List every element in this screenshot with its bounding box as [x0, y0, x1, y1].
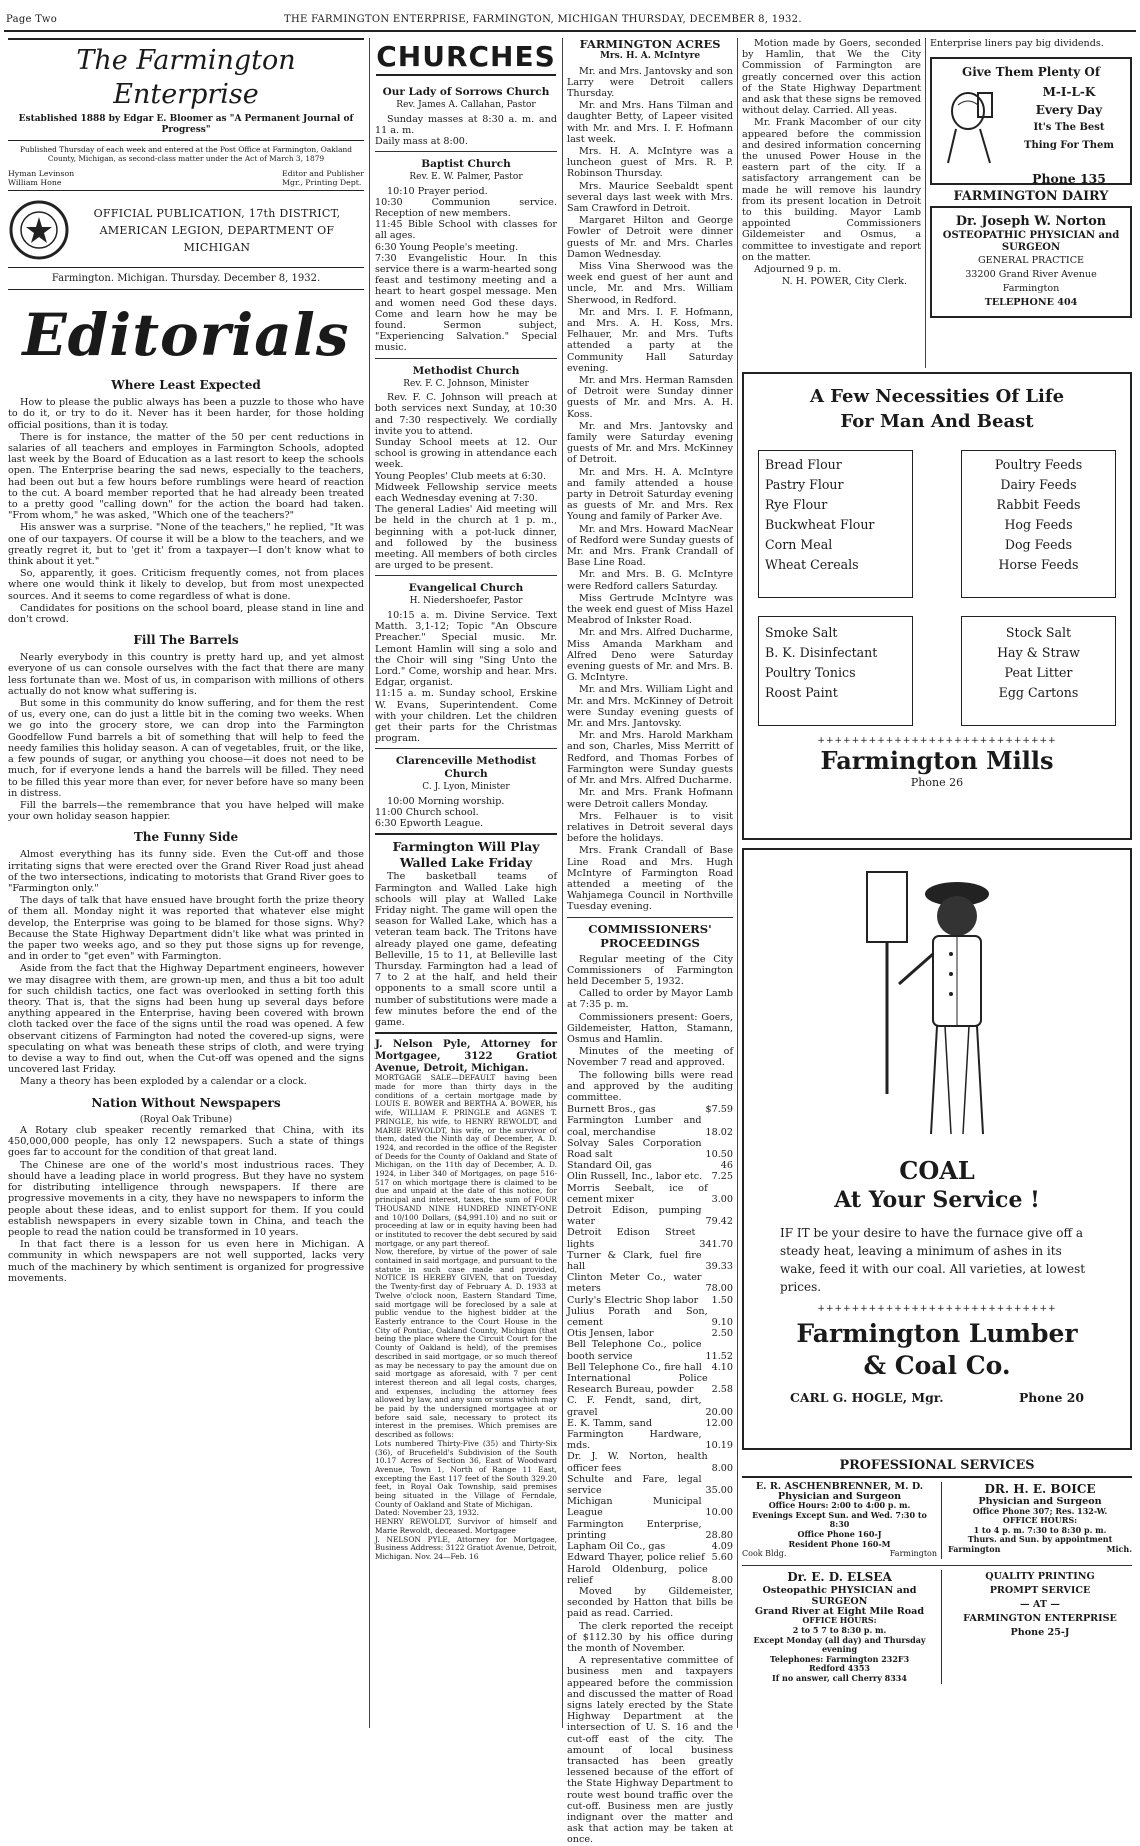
bill-row [567, 1295, 733, 1306]
bill-amount: 18.02 [705, 1126, 733, 1138]
bill-row [567, 1227, 733, 1249]
acres-byline: Mrs. H. A. McIntyre [599, 51, 701, 61]
bill-row [567, 1328, 733, 1339]
bill-row [567, 1395, 733, 1417]
bill-row [567, 1138, 733, 1160]
church-name: Clarenceville Methodist Church [395, 755, 537, 781]
bill-payee: Turner & Clark, fuel fire hall [567, 1249, 702, 1273]
church-pastor: Rev. F. C. Johnson, Minister [403, 378, 529, 389]
dairy-line: Every Day [1035, 103, 1103, 117]
masthead-established: Established 1888 by Edgar E. Bloomer as "A Permanent Journal of Progress" [18, 114, 354, 135]
bill-payee: Farmington Hardware, mds. [567, 1429, 702, 1452]
bill-payee: Burnett Bros., gas [567, 1104, 656, 1116]
liners-notice: Enterprise liners pay big dividends. [930, 38, 1104, 49]
church-schedule: Rev. F. C. Johnson will preach at both services next Sunday, at 10:30 and 7:30 respectively. We cordially invite you to attend. Sunday School meets at 12. Our school is growing in attendance each week. Young Peoples' Club meets at 6:30. Midweek Fellowship service meets each Wednesday evening at 7:30. The general Ladies' Aid meeting will be held in the church at 1 p. m., beginning with a pot-luck dinner, and followed by the business meeting. All members of both circles are urged to be present. [375, 392, 557, 572]
dairy-phone: Phone 135 [1032, 171, 1106, 186]
bill-amount: 39.33 [705, 1261, 733, 1273]
printing-line: — AT — [1020, 1598, 1060, 1610]
editorial-paragraph: But some in this community do know suffering, and for them the rest of us, every one, can do just a little bit in the coming two weeks. When we go into the grocery store, we can drop into the Farmington Goodfellow Fund barrels a bit of something that will help to feed the needy families this holiday season. A can of vegetables, fruit, or the like, a few pounds of sugar, or anything you choose—it does not need to be much, for if everyone lends a hand the barrels will be filled. They need to be filled this year more than ever, for never before have so many been in distress. [8, 698, 364, 799]
decorative-divider: ++++++++++++++++++++++++++++ [817, 1304, 1057, 1314]
commissioners-paragraph: Motion made by Goers, seconded by Hamlin, that We the City Commission of Farmington are greatly concerned over this action of the State Highway Department and ask that these signs be removed without delay. Carried. All yeas. [742, 38, 921, 117]
aschenbrenner-name: E. R. ASCHENBRENNER, M. D. [755, 1481, 924, 1492]
dateline: Farmington. Michigan. Thursday. December 8, 1932. [8, 268, 364, 290]
bill-amount: 11.52 [705, 1350, 733, 1362]
aschenbrenner-city: Farmington [889, 1549, 937, 1559]
bill-payee: Otis Jensen, labor [567, 1328, 654, 1340]
bill-amount: 12.00 [705, 1417, 733, 1429]
commissioners-proceedings-start [567, 1586, 733, 1846]
bill-row [567, 1250, 733, 1272]
mills-product: Poultry Feeds [994, 457, 1083, 472]
bill-amount: 10.19 [705, 1440, 733, 1452]
norton-title: OSTEOPATHIC PHYSICIAN and SURGEON [942, 230, 1120, 254]
mills-feed-list [961, 450, 1116, 598]
bills-list [567, 1104, 733, 1586]
bill-payee: Solvay Sales Corporation Road salt [567, 1137, 702, 1160]
acres-news-item: Mr. and Mrs. Jantovsky and son Larry were Detroit callers Thursday. [567, 65, 733, 99]
church-schedule: Sunday masses at 8:30 a. m. and 11 a. m. Daily mass at 8:00. [375, 113, 557, 147]
norton-name: Dr. Joseph W. Norton [955, 214, 1107, 230]
mills-product: Peat Litter [1004, 665, 1073, 680]
boice-title: Physician and Surgeon [978, 1496, 1102, 1507]
bill-row [567, 1474, 733, 1496]
editorials-banner: Editorials [22, 301, 350, 370]
mills-title-1: A Few Necessities Of Life [809, 386, 1065, 407]
church-name: Our Lady of Sorrows Church [382, 86, 550, 98]
bill-payee: Schulte and Fare, legal service [567, 1473, 702, 1497]
boice-card [942, 1482, 1132, 1559]
commissioners-continued [742, 38, 921, 368]
clerk-signature: N. H. POWER, City Clerk. [781, 276, 907, 288]
bill-payee: E. K. Tamm, sand [567, 1417, 652, 1429]
commissioners-paragraph: A representative committee of business men and taxpayers appeared before the commission and discussed the matter of Road signs lately erected by the State Highway Department at the intersection of U. S. 16 and the cut-off east of the city. The amount of local business transacted has been greatly lessened because of the effort of the State Highway Department to route west bound traffic over the cut-off. Business men are justly indignant over the matter and ask that action may be taken at once. [567, 1655, 733, 1846]
acres-news-item: Margaret Hilton and George Fowler of Detroit were dinner guests of Mr. and Mrs. Charles Damon Wednesday. [567, 215, 733, 260]
commissioners-proceedings-cont [742, 38, 921, 275]
commissioners-paragraph: The clerk reported the receipt of $112.30 by his office during the month of November. [567, 1620, 733, 1654]
coal-manager: CARL G. HOGLE, Mgr. [790, 1390, 944, 1405]
bill-payee: Morris Seebalt, ice of cement mixer [567, 1182, 708, 1205]
bill-payee: Farmington Lumber and coal, merchandise [567, 1115, 702, 1138]
professional-services [742, 1458, 1132, 1730]
bill-payee: Julius Porath and Son, cement [567, 1305, 708, 1329]
editorial-headline: The Funny Side [133, 830, 239, 845]
page-header [4, 8, 1136, 32]
editorial-paragraph: So, apparently, it goes. Criticism frequently comes, not from places where one would think it likely to develop, but from most unexpected sources. And it seems to come regardless of what is done. [8, 568, 364, 602]
churches-column [375, 38, 557, 1730]
bill-row [567, 1272, 733, 1294]
bill-row [567, 1339, 733, 1361]
church-name: Evangelical Church [408, 582, 524, 595]
editorial-paragraph: Fill the barrels—the remembrance that you have helped will make your own holiday season happier. [8, 799, 364, 823]
mills-product: Roost Paint [765, 685, 838, 700]
acres-news [567, 66, 733, 913]
mills-product: Egg Cartons [998, 685, 1079, 700]
services-title: PROFESSIONAL SERVICES [742, 1458, 1132, 1478]
bill-payee: International Police Research Bureau, powder [567, 1373, 708, 1396]
masthead-staff-titles: Editor and Publisher Mgr., Printing Dept. [282, 169, 364, 187]
boice-name: DR. H. E. BOICE [984, 1482, 1096, 1496]
bill-payee: C. F. Fendt, sand, dirt, gravel [567, 1395, 702, 1418]
printing-line: PROMPT SERVICE [989, 1584, 1091, 1596]
bill-row [567, 1160, 733, 1171]
editorial-paragraph: The Chinese are one of the world's most industrious races. They should have a leading place in world progress. But they have no system for distributing intelligence through newspapers. If there are progressive movements in a city, they have no newspapers to inform the people about these ideas, and to enlist support for them. If you could establish newspapers in every sizable town in China, and teach the people to read the nation could be transformed in 10 years. [8, 1159, 364, 1238]
mills-product: Dog Feeds [1004, 537, 1073, 552]
elsea-card [742, 1570, 942, 1684]
editorial-paragraph: How to please the public always has been a puzzle to those who have to do it, or try to do it. Never has it been harder, for those holding official positions, than it is today. [8, 397, 364, 431]
church-schedule: 10:10 Prayer period. 10:30 Communion service. Reception of new members. 11:45 Bible School with classes for all ages. 6:30 Young People's meeting. 7:30 Evangelistic Hour. In this service there is a warm-hearted song feast and testimony meeting and a heart to heart gospel message. Men and women need God these days. Come and learn how he may be found. Sermon subject, "Experiencing Salvation." Special music. [375, 185, 557, 354]
coal-company-name-2: & Coal Co. [863, 1351, 1011, 1380]
commissioners-paragraph: Adjourned 9 p. m. [754, 264, 842, 276]
bill-amount: 5.60 [711, 1552, 733, 1564]
column-rule [925, 38, 926, 368]
page-number: Page Two [6, 14, 58, 25]
editorial-paragraph: His answer was a surprise. "None of the teachers," he replied, "It was one of our taxpayers. Of course it will be a blow to the teachers, and we greatly regret it, but to 'get it' from a taxpayer—I don't know what to think about it yet." [8, 522, 364, 568]
mills-product: B. K. Disinfectant [765, 645, 878, 660]
commissioners-paragraph: The following bills were read and approved by the auditing committee. [567, 1069, 733, 1103]
bill-payee: Standard Oil, gas [567, 1160, 652, 1172]
editorial-paragraph: A Rotary club speaker recently remarked that China, with its 450,000,000 people, has only 12 newspapers. Such a state of things goes far to account for the condition of that great land. [8, 1125, 364, 1159]
bill-payee: Lapham Oil Co., gas [567, 1541, 666, 1553]
acres-headline: FARMINGTON ACRES [579, 37, 721, 51]
bill-payee: Bell Telephone Co., police booth service [567, 1339, 702, 1362]
editorial-headline: Where Least Expected [111, 378, 261, 393]
page-header-title: THE FARMINGTON ENTERPRISE, FARMINGTON, MICHIGAN THURSDAY, DECEMBER 8, 1932. [284, 14, 802, 25]
church-name: Baptist Church [421, 158, 511, 171]
aschenbrenner-title: Physician and Surgeon [777, 1490, 902, 1502]
bill-amount: 8.00 [711, 1462, 733, 1474]
commissioners-paragraph: Minutes of the meeting of November 7 read and approved. [567, 1046, 733, 1069]
bill-amount: 1.50 [711, 1294, 733, 1306]
acres-news-item: Mr. and Mrs. H. A. McIntyre and family attended a house party in Detroit Saturday evening as guests of Mr. and Mrs. Rex Young and family of Parker Ave. [567, 466, 733, 523]
bill-payee: Detroit Edison Street lights [567, 1227, 696, 1250]
bill-amount: 3.00 [711, 1193, 733, 1205]
dairy-line: Thing For Them [1024, 140, 1114, 151]
editorial-paragraph: In that fact there is a lesson for us even here in Michigan. A community in which newspapers are not well supported, lacks very much of the machinery by which sentiment is organized for progressive movements. [8, 1239, 364, 1284]
mills-product: Corn Meal [765, 537, 833, 552]
bill-amount: $7.59 [705, 1104, 733, 1116]
church-listings [375, 86, 557, 829]
masthead [8, 38, 364, 141]
decorative-divider: ++++++++++++++++++++++++++++ [817, 736, 1057, 746]
dairy-line: It's The Best [1033, 122, 1105, 133]
commissioners-paragraph: Moved by Gildemeister, seconded by Hatton that bills be paid as read. Carried. [567, 1585, 733, 1620]
mills-name: Farmington Mills [820, 746, 1054, 775]
milk-drinker-illustration-icon [938, 83, 1006, 167]
acres-news-item: Mr. and Mrs. Howard MacNear of Redford were Sunday guests of Mr. and Mrs. Frank Crandall of Base Line Road. [567, 523, 733, 569]
bill-payee: Dr. J. W. Norton, health officer fees [567, 1451, 708, 1474]
commissioners-headline: COMMISSIONERS' PROCEEDINGS [588, 921, 712, 950]
bill-amount: 7.25 [711, 1171, 733, 1183]
bill-amount: 78.00 [705, 1283, 733, 1295]
bill-row [567, 1451, 733, 1473]
bill-row [567, 1115, 733, 1137]
mills-product: Smoke Salt [765, 625, 838, 640]
coal-phone: Phone 20 [1018, 1390, 1084, 1405]
editorial-byline: (Royal Oak Tribune) [139, 1114, 233, 1125]
commissioners-intro [567, 954, 733, 1104]
ads-column [930, 38, 1132, 368]
acres-news-item: Miss Gertrude McIntyre was the week end guest of Miss Hazel Meabrod of Inkster Road. [567, 592, 733, 627]
acres-news-item: Mr. and Mrs. Herman Ramsden of Detroit were Sunday dinner guests of Mr. and Mrs. A. H. Koss. [567, 374, 733, 420]
aschenbrenner-hours: Office Hours: 2:00 to 4:00 p. m. Evenings Except Sun. and Wed. 7:30 to 8:30 Office Phone 160-J Resident Phone 160-M [752, 1500, 927, 1549]
bill-payee: Clinton Meter Co., water meters [567, 1272, 702, 1295]
acres-news-item: Mr. and Mrs. I. F. Hofmann, and Mrs. A. H. Koss, Mrs. Felhauer, Mr. and Mrs. Tufts attended a party at the Community Hall Saturday evening. [567, 306, 733, 374]
mills-title-2: For Man And Beast [840, 411, 1034, 432]
bill-row [567, 1362, 733, 1373]
column-rule [369, 38, 370, 1728]
elsea-name: Dr. E. D. ELSEA [787, 1569, 892, 1584]
norton-address: 33200 Grand River Avenue [965, 269, 1097, 281]
norton-telephone: TELEPHONE 404 [984, 297, 1078, 309]
commissioners-paragraph: Regular meeting of the City Commissioners of Farmington held December 5, 1932. [567, 953, 733, 987]
commissioners-paragraph: Called to order by Mayor Lamb at 7:35 p. m. [567, 988, 733, 1011]
coal-man-illustration-icon [847, 864, 1027, 1144]
acres-news-item: Mrs. H. A. McIntyre was a luncheon guest of Mrs. R. P. Robinson Thursday. [567, 145, 733, 180]
printing-line: FARMINGTON ENTERPRISE [963, 1612, 1117, 1624]
editorial-paragraph: Aside from the fact that the Highway Department engineers, however we may disagree with them, are grown-up men, and thus a bit too adult for such childish tactics, one fact was overlooked in setting forth this theory. That is, that the signs had been hung up several days before anything appeared in the Enterprise, having been covered with brown cloth tacked over the face of the signs until the road was opened. A few observant citizens of Farmington had noted the covered-up signs, were speculating on what was beneath these strips of cloth, and were trying to devise a way to find out, when the Cut-off was opened and the signs uncovered last Friday. [8, 963, 364, 1076]
mills-product: Poultry Tonics [765, 665, 856, 680]
bill-row [567, 1205, 733, 1227]
elsea-address: Grand River at Eight Mile Road [754, 1605, 925, 1617]
bill-amount: 79.42 [705, 1216, 733, 1228]
acres-news-item: Mr. and Mrs. Hans Tilman and daughter Betty, of Lapeer visited with Mr. and Mrs. I. F. Hofmann last week. [567, 100, 733, 145]
church-schedule: 10:00 Morning worship. 11:00 Church school. 6:30 Epworth League. [375, 795, 505, 830]
bill-row [567, 1183, 733, 1205]
mills-product: Wheat Cereals [765, 557, 859, 572]
acres-news-item: Miss Vina Sherwood was the week end guest of her aunt and uncle, Mr. and Mrs. William Sherwood, in Redford. [567, 260, 733, 306]
bill-amount: 4.09 [711, 1541, 733, 1553]
dairy-line: M-I-L-K [1042, 85, 1096, 99]
mills-product: Rye Flour [765, 497, 828, 512]
bill-row [567, 1373, 733, 1395]
mills-phone: Phone 26 [910, 776, 964, 789]
acres-news-item: Mr. and Mrs. Jantovsky and family were Saturday evening guests of Mr. and Mrs. McKinney of Detroit. [567, 420, 733, 466]
bill-row [567, 1171, 733, 1182]
bill-payee: Farmington Enterprise, printing [567, 1518, 702, 1541]
editorial-paragraph: The days of talk that have ensued have brought forth the prize theory of them all. Monday night it was reported that whatever else might develop, the Enterprise was going to be blamed for those signs. Why? Because the State Highway Department didn't like what was printed in the paper two weeks ago, and so they put those signs up for revenge, and in order to "get even" with Farmington. [8, 895, 364, 963]
church-pastor: H. Niedershoefer, Pastor [409, 596, 523, 607]
aschenbrenner-building: Cook Bldg. [742, 1549, 787, 1559]
church-schedule: 10:15 a. m. Divine Service. Text Matth. 3,1-12; Topic "An Obscure Preacher." Special music. Mr. Lemont Hamlin will sing a solo and the Choir will sing "Sing Unto the Lord." Come, worship and hear. Mrs. Edgar, organist. 11:15 a. m. Sunday school, Erskine W. Evans, Superintendent. Come with your children. Let the children get their parts for the Christmas program. [375, 609, 557, 745]
mills-flour-list [758, 450, 913, 598]
mills-product: Hog Feeds [1004, 517, 1073, 532]
farmington-mills-ad [742, 372, 1132, 840]
bill-amount: 10.00 [705, 1507, 733, 1519]
editorial-headline: Fill The Barrels [133, 633, 239, 648]
coal-title: COAL [899, 1156, 975, 1185]
bill-amount: 35.00 [705, 1485, 733, 1497]
mills-product: Hay & Straw [997, 645, 1080, 660]
mills-product: Dairy Feeds [1000, 477, 1077, 492]
bill-row [567, 1519, 733, 1541]
masthead-title: The Farmington Enterprise [76, 45, 296, 110]
churches-banner: CHURCHES [376, 40, 556, 76]
church-name: Methodist Church [412, 364, 520, 377]
coal-tagline: At Your Service ! [834, 1187, 1040, 1213]
mills-stock-list [961, 616, 1116, 726]
editorial-paragraph: Many a theory has been exploded by a calendar or a clock. [20, 1076, 307, 1088]
dairy-ad [930, 57, 1132, 185]
masthead-staff-names: Hyman Levinson William Hone [8, 169, 75, 187]
mills-supplies-list [758, 616, 913, 726]
bill-amount: 46 [720, 1160, 733, 1172]
bill-amount: 28.80 [705, 1529, 733, 1541]
bill-payee: Bell Telephone Co., fire hall [567, 1361, 702, 1373]
sports-headline: Farmington Will Play Walled Lake Friday [392, 839, 540, 871]
editorial-paragraph: There is for instance, the matter of the 50 per cent reductions in salaries of all teachers and employes in Farmington Schools, adopted last week by the Board of Education as a last resort to keep the schools open. The Enterprise bearing the sad news, especially to the teachers, had been out but a few hours before rumblings were heard of reaction to the cut. A board member reported that he had already been treated to a pretty good "calling down" for the action the board had taken. "From whom," he was asked, "Which one of the teachers?" [8, 431, 364, 522]
acres-news-item: Mrs. Maurice Seebaldt spent several days last week with Mrs. Sam Crawford in Detroit. [567, 180, 733, 214]
acres-news-item: Mr. and Mrs. William Light and Mr. and Mrs. McKinney of Detroit were Sunday evening guests of Mr. and Mrs. Jantovsky. [567, 684, 733, 730]
bill-row [567, 1552, 733, 1563]
boice-hours: Office Phone 307; Res. 132-W. OFFICE HOURS: 1 to 4 p. m. 7:30 to 8:30 p. m. Thurs. and Sun. by appointment [967, 1505, 1113, 1545]
aschenbrenner-card [742, 1482, 942, 1559]
bill-amount: 20.00 [705, 1406, 733, 1418]
dairy-name: FARMINGTON DAIRY [953, 189, 1109, 204]
acres-news-item: Mr. and Mrs. Alfred Ducharme, Miss Amanda Markham and Alfred Deno were Saturday evening guests of Mr. and Mrs. B. G. McIntyre. [567, 627, 733, 684]
coal-body: IF IT be your desire to have the furnace give off a steady heat, leaving a minimum of ashes in its wake, feed it with our coal. All varieties, at lowest prices. [780, 1226, 1086, 1294]
commissioners-paragraph: Mr. Frank Macomber of our city appeared before the commission and desired information concerning the unused Power House in the eastern part of the city. If a satisfactory arrangement can be made he will remove his laundry from its present location in Detroit to this building. Mayor Lamb appointed Commissioners Gildemeister and Osmus, a committee to investigate and report on the matter. [742, 117, 921, 263]
column-rule [737, 38, 738, 1728]
church-pastor: Rev. James A. Callahan, Pastor [396, 100, 536, 110]
official-publication-text: OFFICIAL PUBLICATION, 17th DISTRICT, AMERICAN LEGION, DEPARTMENT OF MICHIGAN [93, 206, 341, 254]
acres-news-item: Mrs. Frank Crandall of Base Line Road and Mrs. Hugh McIntyre of Farmington Road attended a meeting of the Wahjamega Council in Northville Tuesday evening. [567, 845, 733, 913]
church-pastor: C. J. Lyon, Minister [422, 782, 510, 793]
bill-amount: 2.58 [711, 1384, 733, 1396]
bill-row [567, 1564, 733, 1586]
boice-city: Farmington [948, 1543, 1001, 1554]
bill-row [567, 1418, 733, 1429]
norton-practice: GENERAL PRACTICE [977, 255, 1085, 267]
mills-product: Bread Flour [765, 457, 842, 472]
bill-row [567, 1496, 733, 1518]
boice-state: Mich. [1106, 1543, 1132, 1554]
sports-story: The basketball teams of Farmington and Walled Lake high schools will play at Walled Lake Friday night. The game will open the season for Walled Lake, which has a veteran team back. The Tritons have already played one game, defeating Belleville, 15 to 11, at Belleville last Thursday. Farmington had a lead of 7 to 2 at the half, and held their opponents to a small score until a number of substitutions were made a few minutes before the end of the game. [375, 871, 557, 1029]
editorial-headline: Nation Without Newspapers [91, 1095, 281, 1110]
bill-payee: Edward Thayer, police relief [567, 1552, 705, 1564]
acres-news-item: Mr. and Mrs. Frank Hofmann were Detroit callers Monday. [567, 787, 733, 810]
bill-amount: 2.50 [711, 1328, 733, 1340]
printing-line: Phone 25-J [1010, 1626, 1070, 1638]
bill-row [567, 1541, 733, 1552]
legal-notice-head: J. Nelson Pyle, Attorney for Mortgagee, 3122 Gratiot Avenue, Detroit, Michigan. [375, 1038, 557, 1075]
column-rule [562, 38, 563, 1728]
mills-product: Horse Feeds [998, 557, 1079, 572]
mills-product: Stock Salt [1005, 625, 1072, 640]
official-publication-block [8, 191, 364, 268]
mills-product: Pastry Flour [765, 477, 844, 492]
bill-row [567, 1104, 733, 1115]
editorial-paragraph: Nearly everybody in this country is pretty hard up, and yet almost everyone of us can console ourselves with the fact that there are many less fortunate than we. Most of us, in comparison with millions of others actually do not know what suffering is. [8, 652, 364, 697]
coal-company-name-1: Farmington Lumber [796, 1319, 1078, 1348]
commissioners-paragraph: Commissioners present: Goers, Gildemeister, Hatton, Stamann, Osmus and Hamlin. [567, 1011, 733, 1045]
norton-city: Farmington [1002, 283, 1060, 295]
norton-ad [930, 206, 1132, 318]
mills-product: Buckwheat Flour [765, 517, 875, 532]
bill-row [567, 1306, 733, 1328]
bill-payee: Olin Russell, Inc., labor etc. [567, 1171, 703, 1183]
coal-ad [742, 848, 1132, 1450]
bill-payee: Michigan Municipal League [567, 1496, 702, 1519]
mortgage-sale-notice: MORTGAGE SALE—DEFAULT having been made for more than thirty days in the conditions of a certain mortgage made by LOUIS E. BOWER and BERTHA A. BOWER, his wife, WILLIAM F. PRINGLE and AGNES T. PRINGLE, his wife, to HENRY REWOLDT, and MARIE REWOLDT, his wife, or the survivor of them, dated the Ninth day of December, A. D. 1924, and recorded in the office of the Register of Deeds for the County of Oakland and State of Michigan, on the 11th day of December, A. D. 1924, in Liber 340 of Mortgages, on page 516-517 on which mortgage there is claimed to be due and unpaid at the date of this notice, for principal and interest, taxes, the sum of FOUR THOUSAND NINE HUNDRED NINETY-ONE and 10/100 Dollars, ($4,991.10) and no suit or proceeding at law or in equity having been had or instituted to recover the debt secured by said mortgage, or any part thereof. Now, therefore, by virtue of the power of sale contained in said mortgage, and pursuant to the statute in such case made and provided, NOTICE IS HEREBY GIVEN, that on Tuesday the Twenty-first day of February A. D. 1933 at Twelve o'clock noon, Eastern Standard Time, said mortgage will be foreclosed by a sale at public vendue to the highest bidder at the Easterly entrance to the Court House in the City of Pontiac, Oakland County, Michigan (that being the place where the Circuit Court for the County of Oakland is held), of the premises described in said mortgage, or so much thereof as may be necessary to pay the amount due on said mortgage as aforesaid, with 7 per cent interest thereon and all legal costs, charges, and expenses, including the attorney fees allowed by law, and any sum or sums which may be paid by the undersigned mortgagee at or before said sale, necessary to protect its interest in the premises. Which premises are described as follows: Lots numbered Thirty-Five (35) and Thirty-Six (36), of Brucefield's Subdivision of the South 10.17 Acres of Section 36, East of Woodward Avenue, Town 1, North of Range 11 East, excepting the East 117 feet of the South 329.20 feet, in Royal Oak Township, said premises being situated in the Village of Ferndale, County of Oakland and State of Michigan. Dated: November 23, 1932. HENRY REWOLDT, Survivor of himself and Marie Rewoldt, deceased. Mortgagee J. NELSON PYLE, Attorney for Mortgagee, Business Address: 3122 Gratiot Avenue, Detroit, Michigan. Nov. 24—Feb. 16 [375, 1073, 557, 1561]
american-legion-seal-icon [8, 199, 70, 261]
church-pastor: Rev. E. W. Palmer, Pastor [409, 172, 523, 183]
mills-product: Rabbit Feeds [996, 497, 1081, 512]
acres-column [567, 37, 733, 1846]
bill-amount: 8.00 [711, 1574, 733, 1586]
editorials-list [8, 378, 364, 1284]
editorial-paragraph: Almost everything has its funny side. Even the Cut-off and those irritating signs that were erected over the Grand River Road just ahead of the two intersections, indicating to motorists that Grand River goes to "Farmington only." [8, 849, 364, 894]
elsea-title: Osteopathic PHYSICIAN and SURGEON [762, 1584, 917, 1607]
elsea-hours: OFFICE HOURS: 2 to 5 7 to 8:30 p. m. Except Monday (all day) and Thursday evening Telephones: Farmington 232F3 Redford 4353 If no answer, call Cherry 8334 [753, 1615, 926, 1683]
editorial-column [8, 38, 364, 1730]
acres-news-item: Mrs. Felhauer is to visit relatives in Detroit several days before the holidays. [567, 810, 733, 845]
bill-payee: Detroit Edison, pumping water [567, 1205, 702, 1228]
masthead-publication-notice: Published Thursday of each week and entered at the Post Office at Farmington, Oakland County, Michigan, as second-class matter under the Act of March 3, 1879 [20, 145, 352, 163]
dairy-line: Give Them Plenty Of [961, 65, 1100, 79]
bill-row [567, 1429, 733, 1451]
bill-amount: 10.50 [705, 1148, 733, 1160]
bill-amount: 341.70 [699, 1238, 733, 1250]
printing-ad [942, 1570, 1132, 1684]
bill-payee: Curly's Electric Shop labor [567, 1294, 699, 1306]
bill-amount: 4.10 [711, 1361, 733, 1373]
acres-news-item: Mr. and Mrs. B. G. McIntyre were Redford callers Saturday. [567, 569, 733, 592]
editorial-paragraph: Candidates for positions on the school board, please stand in line and don't crowd. [8, 602, 364, 626]
bill-amount: 9.10 [711, 1317, 733, 1329]
printing-line: QUALITY PRINTING [985, 1570, 1095, 1582]
bill-payee: Harold Oldenburg, police relief [567, 1563, 708, 1586]
acres-news-item: Mr. and Mrs. Harold Markham and son, Charles, Miss Merritt of Redford, and Thomas Forbes of Farmington were Sunday guests of Mr. and Mrs. Alfred Ducharme. [567, 730, 733, 787]
